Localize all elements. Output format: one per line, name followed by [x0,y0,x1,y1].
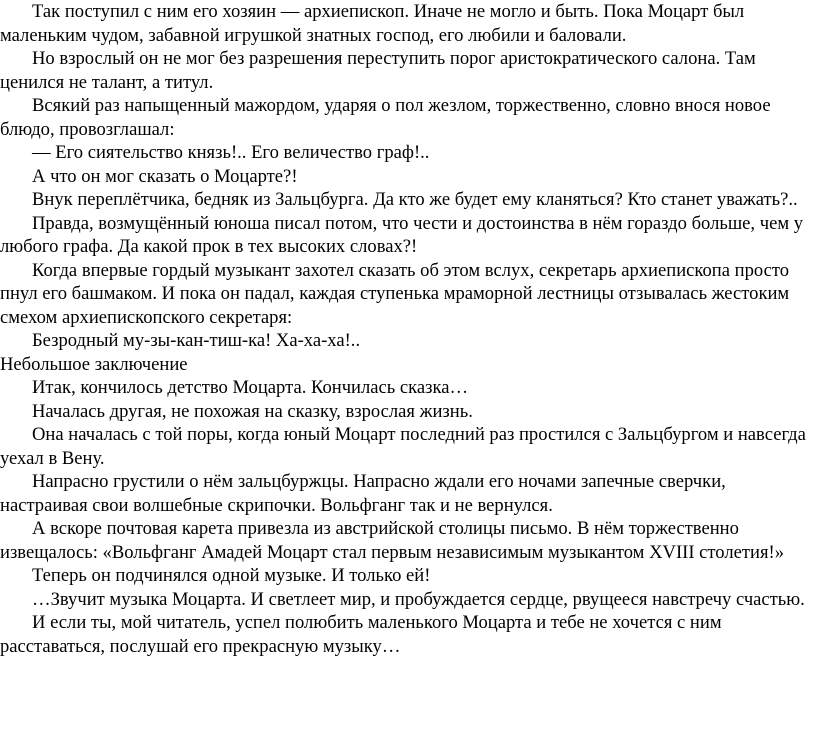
paragraph: Внук переплётчика, бедняк из Зальцбурга. Да кто же будет ему кланяться? Кто станет уважать?.. [32,189,798,210]
paragraph: Началась другая, не похожая на сказку, взрослая жизнь. [32,400,473,422]
paragraph: Всякий раз напыщенный мажордом, ударяя о пол жезлом, торжественно, словно внося новое блюдо, провозглашал: [0,95,771,140]
paragraph: Итак, кончилось детство Моцарта. Кончилась сказка… [32,377,469,398]
paragraph: Напрасно грустили о нём зальцбуржцы. Напрасно ждали его ночами запечные сверчки, настраивая свои волшебные скрипочки. Вольфганг так и не вернулся. [0,471,726,516]
paragraph: И если ты, мой читатель, успел полюбить маленького Моцарта и тебе не хочется с ним расставаться, послушай его прекрасную музыку… [0,612,722,657]
paragraph: — Его сиятельство князь!.. Его величество граф!.. [32,142,430,163]
paragraph: Когда впервые гордый музыкант захотел сказать об этом вслух, секретарь архиепископа просто пнул его башмаком. И пока он падал, каждая ступенька мраморной лестницы отзывалась жестоким смехом архиепископского секретаря: [0,259,790,328]
section-heading: Небольшое заключение [0,353,188,375]
paragraph: А что он мог сказать о Моцарте?! [32,165,298,187]
paragraph: Теперь он подчинялся одной музыке. И только ей! [32,565,431,586]
paragraph: Но взрослый он не мог без разрешения переступить порог аристократического салона. Там ценился не талант, а титул. [0,48,756,93]
paragraph: А вскоре почтовая карета привезла из австрийской столицы письмо. В нём торжественно извещалось: «Вольфганг Амадей Моцарт стал первым независимым музыкантом XVIII столетия!» [0,518,785,563]
paragraph: Она началась с той поры, когда юный Моцарт последний раз простился с Зальцбургом и навсегда уехал в Вену. [0,424,806,469]
paragraph: Правда, возмущённый юноша писал потом, что чести и достоинства в нём гораздо больше, чем у любого графа. Да какой прок в тех высоких словах?! [0,212,804,257]
paragraph: …Звучит музыка Моцарта. И светлеет мир, и пробуждается сердце, рвущееся навстречу счастью. [32,588,805,610]
paragraph: Безродный му-зы-кан-тиш-ка! Ха-ха-ха!.. [32,330,361,351]
paragraph: Так поступил с ним его хозяин — архиепископ. Иначе не могло и быть. Пока Моцарт был маленьким чудом, забавной игрушкой знатных господ, его любили и баловали. [0,1,745,46]
